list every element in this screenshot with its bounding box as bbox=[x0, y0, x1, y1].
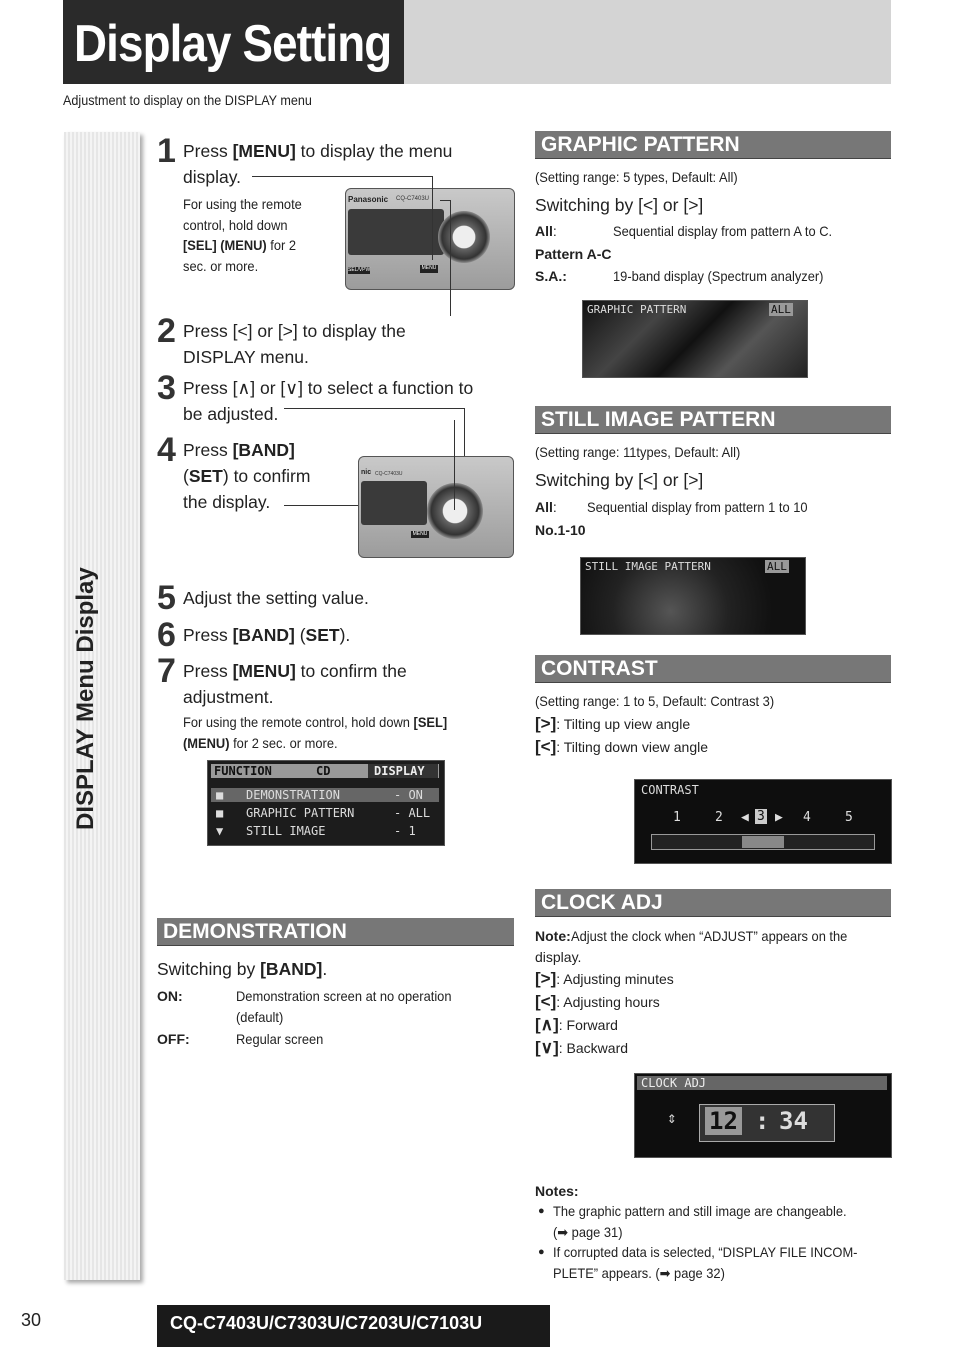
brand-label: Panasonic bbox=[348, 195, 389, 204]
clock-adj-heading: CLOCK ADJ bbox=[535, 889, 891, 917]
contrast-level: 2 bbox=[715, 810, 723, 825]
device-screen bbox=[361, 481, 427, 525]
step-1-note: For using the remote control, hold down [SEL] (MENU) for 2 sec. or more. bbox=[183, 196, 302, 274]
step-number: 2 bbox=[157, 312, 176, 350]
lcd-row-label: GRAPHIC PATTERN bbox=[246, 806, 355, 820]
still-image-lcd bbox=[580, 557, 806, 635]
lcd-tab: CD bbox=[316, 764, 331, 778]
contrast-down: [<]: Tilting down view angle bbox=[535, 737, 709, 756]
callout-line bbox=[252, 176, 432, 177]
graphic-pattern-heading: GRAPHIC PATTERN bbox=[535, 131, 891, 159]
step-1-text: Press [MENU] to display the menu display. bbox=[183, 141, 453, 187]
contrast-level: 1 bbox=[673, 810, 681, 825]
clock-separator: : bbox=[755, 1107, 770, 1135]
step-3-text: Press [∧] or [∨] to select a function to be adjusted. bbox=[183, 378, 474, 424]
step-number: 6 bbox=[157, 616, 176, 654]
contrast-level-selected: 3 bbox=[757, 809, 765, 824]
page-number: 30 bbox=[21, 1310, 42, 1330]
step-4-text: Press [BAND] (SET) to confirm the display. bbox=[183, 440, 311, 512]
bullet-icon: ● bbox=[538, 1246, 545, 1258]
sel-key: SEL/VPW bbox=[348, 267, 371, 273]
lcd-row-label: DEMONSTRATION bbox=[246, 788, 340, 802]
menu-lcd bbox=[207, 760, 445, 846]
graphic-pattern-lcd bbox=[582, 300, 808, 378]
bullet-icon: ● bbox=[538, 1205, 545, 1217]
head-unit-image bbox=[345, 188, 515, 290]
callout-line bbox=[440, 200, 450, 201]
model-label: CQ-C7403U bbox=[375, 471, 403, 477]
callout-line bbox=[284, 408, 464, 409]
still-image-switch: Switching by [<] or [>] bbox=[535, 470, 704, 490]
contrast-level: 4 bbox=[803, 810, 811, 825]
clock-lcd bbox=[634, 1073, 892, 1158]
demo-off-desc: Regular screen bbox=[236, 1031, 324, 1047]
lcd-tab: DISPLAY bbox=[374, 764, 425, 778]
demo-off-key: OFF: bbox=[157, 1031, 190, 1047]
volume-knob bbox=[427, 483, 483, 539]
clock-minutes: 34 bbox=[779, 1107, 808, 1135]
device-screen bbox=[348, 209, 444, 255]
down-arrow-icon: ▼ bbox=[216, 824, 224, 838]
sidebar-label: DISPLAY Menu Display bbox=[72, 567, 99, 830]
brand-label: nic bbox=[361, 469, 372, 476]
lcd-label: GRAPHIC PATTERN bbox=[587, 303, 687, 316]
demo-on-desc: Demonstration screen at no operation (default) bbox=[236, 988, 452, 1025]
lcd-value: ALL bbox=[767, 560, 787, 573]
gp-sa-desc: 19-band display (Spectrum analyzer) bbox=[613, 268, 824, 284]
lcd-row-value: - ON bbox=[394, 788, 423, 802]
step-2-text: Press [<] or [>] to display the DISPLAY menu. bbox=[183, 321, 406, 367]
step-5-text: Adjust the setting value. bbox=[183, 588, 369, 608]
si-all-desc: Sequential display from pattern 1 to 10 bbox=[587, 499, 808, 515]
graphic-pattern-range: (Setting range: 5 types, Default: All) bbox=[535, 169, 738, 185]
step-6-text: Press [BAND] (SET). bbox=[183, 625, 351, 645]
contrast-heading: CONTRAST bbox=[535, 655, 891, 683]
contrast-up: [>]: Tilting up view angle bbox=[535, 714, 691, 733]
step-7-note: For using the remote control, hold down [SEL] (MENU) for 2 sec. or more. bbox=[183, 714, 448, 751]
gp-pattern: Pattern A-C bbox=[535, 246, 612, 262]
lcd-row-value: - 1 bbox=[394, 824, 416, 838]
graphic-pattern-switch: Switching by [<] or [>] bbox=[535, 195, 704, 215]
notes-heading: Notes: bbox=[535, 1183, 579, 1199]
up-down-arrow-icon: ⇕ bbox=[667, 1108, 677, 1127]
lcd-tab: FUNCTION bbox=[214, 764, 272, 778]
head-unit-image-2 bbox=[358, 456, 514, 558]
lcd-label: CONTRAST bbox=[641, 783, 699, 797]
volume-knob bbox=[438, 211, 490, 263]
clock-key-row: [>]: Adjusting minutes bbox=[535, 969, 674, 988]
step-7-text: Press [MENU] to confirm the adjustment. bbox=[183, 661, 407, 707]
contrast-lcd bbox=[634, 779, 892, 864]
page-title: Display Setting bbox=[74, 15, 392, 73]
contrast-bar bbox=[651, 834, 875, 850]
gp-all-key: All: bbox=[535, 223, 557, 239]
clock-key-row: [∨]: Backward bbox=[535, 1038, 629, 1057]
lcd-row-value: - ALL bbox=[394, 806, 431, 820]
lcd-label: STILL IMAGE PATTERN bbox=[585, 560, 711, 573]
step-number: 5 bbox=[157, 579, 176, 617]
lcd-value: ALL bbox=[771, 303, 791, 316]
demonstration-heading: DEMONSTRATION bbox=[157, 918, 514, 946]
callout-line bbox=[432, 176, 433, 260]
note-item: The graphic pattern and still image are changeable. (➡ page 31) bbox=[553, 1203, 847, 1240]
gp-all-desc: Sequential display from pattern A to C. bbox=[613, 223, 833, 239]
lcd-row-icon: ■ bbox=[216, 806, 224, 820]
callout-line bbox=[454, 420, 455, 510]
left-arrow-icon: ◀ bbox=[741, 810, 749, 825]
clock-note: Note:Adjust the clock when “ADJUST” appears on the display. bbox=[535, 928, 848, 965]
gp-sa-key: S.A.: bbox=[535, 268, 567, 284]
lcd-row-label: STILL IMAGE bbox=[246, 824, 326, 838]
si-all-key: All: bbox=[535, 499, 557, 515]
lcd-row-icon: ■ bbox=[216, 788, 224, 802]
demonstration-switch: Switching by [BAND]. bbox=[157, 959, 328, 979]
lcd-label: CLOCK ADJ bbox=[641, 1076, 707, 1090]
si-no: No.1-10 bbox=[535, 522, 586, 538]
step-number: 3 bbox=[157, 369, 176, 407]
still-image-heading: STILL IMAGE PATTERN bbox=[535, 406, 891, 434]
clock-hours: 12 bbox=[705, 1107, 742, 1135]
model-label: CQ-C7403U bbox=[396, 196, 430, 202]
contrast-level: 5 bbox=[845, 810, 853, 825]
clock-key-row: [<]: Adjusting hours bbox=[535, 992, 660, 1011]
clock-key-row: [∧]: Forward bbox=[535, 1015, 618, 1034]
page-subtitle: Adjustment to display on the DISPLAY menu bbox=[63, 92, 312, 108]
contrast-range: (Setting range: 1 to 5, Default: Contrast 3) bbox=[535, 693, 775, 709]
model-numbers: CQ-C7403U/C7303U/C7203U/C7103U bbox=[170, 1313, 483, 1333]
step-number: 4 bbox=[157, 431, 176, 469]
still-image-range: (Setting range: 11types, Default: All) bbox=[535, 444, 741, 460]
step-number: 1 bbox=[157, 132, 176, 170]
step-number: 7 bbox=[157, 652, 176, 690]
contrast-bar-fill bbox=[742, 836, 784, 848]
callout-line bbox=[450, 200, 451, 316]
menu-key: MENU bbox=[412, 531, 428, 537]
right-arrow-icon: ▶ bbox=[775, 810, 783, 825]
menu-key: MENU bbox=[421, 265, 437, 271]
demo-on-key: ON: bbox=[157, 988, 183, 1004]
note-item: If corrupted data is selected, “DISPLAY FILE INCOM- PLETE” appears. (➡ page 32) bbox=[553, 1244, 858, 1281]
